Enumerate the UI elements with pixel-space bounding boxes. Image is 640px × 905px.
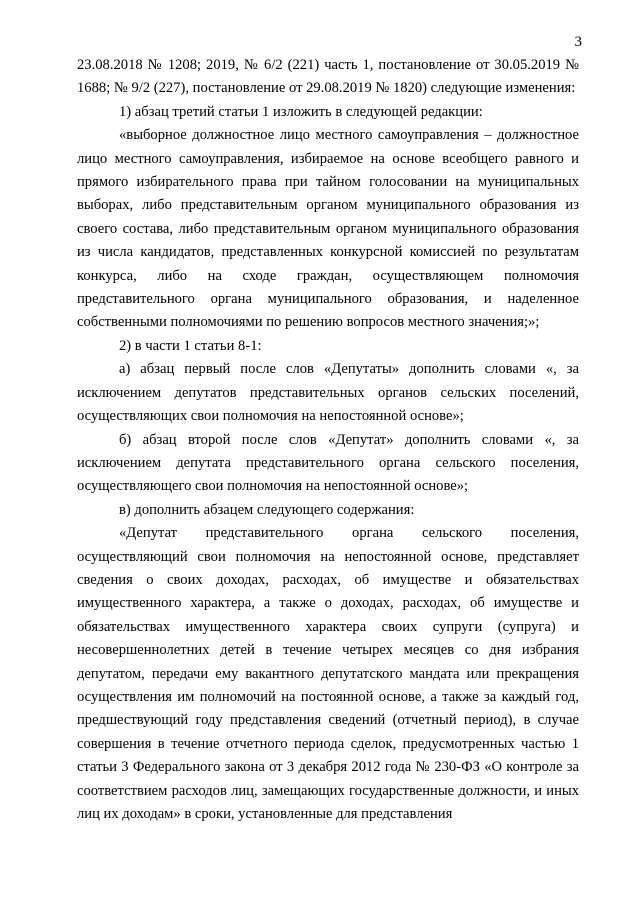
- paragraph-subitem-v: в) дополнить абзацем следующего содержания:: [119, 501, 415, 518]
- paragraph-subitem-a: а) абзац первый после слов «Депутаты» дополнить словами «, за исключением депутатов представительных органов сельских поселений, осуществляющих свои полномочия на непостоянной основе»;: [77, 361, 579, 425]
- paragraph-subitem-b: б) абзац второй после слов «Депутат» дополнить словами «, за исключением депутата представительного органа сельского поселения, осуществляющего свои полномочия на непостоянной основе»;: [77, 431, 579, 495]
- paragraph-definition-quote: «выборное должностное лицо местного самоуправления – должностное лицо местного самоуправления, избираемое на основе всеобщего равного и прямого избирательного права при тайном голосовании на муниципальных выборах, либо представительным органом муниципального образования из своего состава, либо представительным органом муниципального образования из числа кандидатов, представленных конкурсной комиссией по результатам конкурса, либо на сходе граждан, осуществляющем полномочия представительного органа муниципального образования, и наделенное собственными полномочиями по решению вопросов местного значения;»;: [77, 127, 579, 331]
- paragraph-intro-continuation: 23.08.2018 № 1208; 2019, № 6/2 (221) часть 1, постановление от 30.05.2019 № 1688; № 9/2 (227), постановление от 29.08.2019 № 1820) следующие изменения:: [77, 57, 579, 97]
- paragraph-item-2: 2) в части 1 статьи 8-1:: [119, 337, 262, 354]
- paragraph-item-1: 1) абзац третий статьи 1 изложить в следующей редакции:: [119, 103, 483, 120]
- document-body: [77, 54, 579, 826]
- page-number: 3: [574, 34, 582, 50]
- paragraph-deputy-quote: «Депутат представительного органа сельского поселения, осуществляющий свои полномочия на непостоянной основе, представляет сведения о своих доходах, расходах, об имуществе и обязательствах имущественного характера, а также о доходах, расходах, об имуществе и обязательствах имущественного характера своих супруги (супруга) и несовершеннолетних детей в течение четырех месяцев со дня избрания депутатом, передачи ему вакантного депутатского мандата или прекращения осуществления им полномочий на постоянной основе, а также за каждый год, предшествующий году представления сведений (отчетный период), в случае совершения в течение отчетного периода сделок, предусмотренных частью 1 статьи 3 Федерального закона от 3 декабря 2012 года № 230-ФЗ «О контроле за соответствием расходов лиц, замещающих государственные должности, и иных лиц их доходам» в сроки, установленные для представления: [77, 525, 579, 822]
